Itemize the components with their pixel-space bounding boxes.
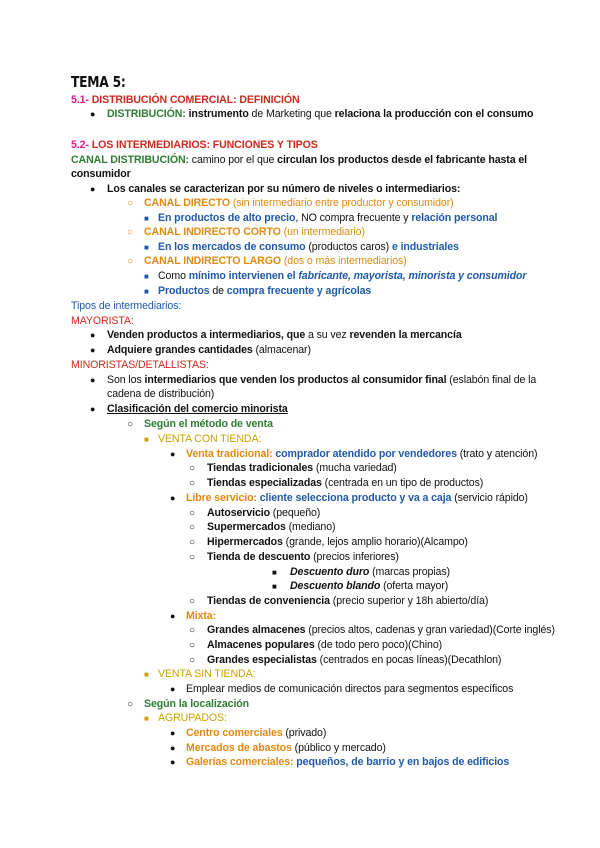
text: Tiendas de conveniencia — [207, 595, 330, 607]
text: cadena de distribución) — [107, 388, 215, 400]
list-item — [158, 270, 526, 283]
square-bullet-icon: ■ — [144, 714, 149, 723]
text: circulan los productos desde el fabricante hasta el — [277, 154, 527, 166]
list-item — [144, 418, 273, 431]
list-item — [158, 285, 371, 298]
text: relaciona la producción con el consumo — [334, 108, 534, 120]
list-item — [186, 683, 513, 696]
text: Hipermercados — [207, 536, 283, 548]
list-item — [186, 727, 326, 740]
text: AGRUPADOS: — [158, 712, 227, 724]
list-item — [158, 212, 497, 225]
square-bullet-icon: ■ — [144, 670, 149, 679]
text: Grandes almacenes — [207, 624, 306, 636]
square-bullet-icon: ■ — [144, 214, 149, 223]
list-item — [158, 712, 227, 725]
term: CANAL INDIRECTO CORTO — [144, 226, 281, 238]
text: (de todo pero poco)(Chino) — [314, 639, 443, 651]
section-title: LOS INTERMEDIARIOS: FUNCIONES Y TIPOS — [91, 139, 318, 151]
list-item — [186, 610, 216, 623]
list-item — [290, 580, 448, 593]
text: Descuento blando — [290, 580, 381, 592]
text: (público y mercado) — [291, 742, 386, 754]
text: Los canales se caracterizan por su número de niveles o intermediarios: — [107, 183, 461, 195]
text: comprador atendido por vendedores — [272, 448, 457, 460]
definition-line — [71, 154, 527, 167]
circle-bullet-icon: ○ — [189, 552, 196, 563]
bullet-icon: ● — [170, 743, 176, 753]
bullet-icon: ● — [90, 184, 96, 194]
term: DISTRIBUCIÓN: — [107, 108, 186, 120]
text: (centrados en pocas líneas)(Decathlon) — [316, 654, 502, 666]
text: Tiendas especializadas — [207, 477, 322, 489]
text: En los mercados de consumo — [158, 241, 306, 253]
text: de — [209, 285, 227, 297]
list-item — [107, 344, 311, 357]
text: camino por el que — [188, 154, 278, 166]
text: Emplear medios de comunicación directos para segmentos específicos — [186, 683, 514, 695]
text: Grandes especialistas — [207, 654, 317, 666]
text: (precios inferiores) — [310, 551, 399, 563]
list-item — [107, 329, 462, 342]
term: Mixta: — [186, 610, 217, 622]
text: Tiendas tradicionales — [207, 462, 314, 474]
list-item — [186, 756, 509, 769]
circle-bullet-icon: ○ — [127, 419, 134, 430]
text: Autoservicio — [207, 507, 270, 519]
list-item — [107, 374, 536, 387]
text: cliente selecciona producto y va a caja — [256, 492, 452, 504]
list-item — [144, 255, 407, 268]
list-item — [158, 241, 459, 254]
list-item — [144, 197, 454, 210]
bullet-icon: ● — [170, 757, 176, 767]
text: VENTA SIN TIENDA: — [158, 668, 256, 680]
section-number: 5.1- — [71, 94, 89, 106]
text: (mediano) — [285, 521, 336, 533]
circle-bullet-icon: ○ — [189, 596, 196, 607]
text: (centrada en un tipo de productos) — [321, 477, 484, 489]
text: (precios altos, cadenas y gran variedad)(Corte inglés) — [305, 624, 555, 636]
circle-bullet-icon: ○ — [127, 256, 134, 267]
text: , NO compra frecuente y — [295, 212, 412, 224]
list-item — [290, 566, 450, 579]
list-item — [107, 108, 533, 121]
text: (un intermediario) — [280, 226, 365, 238]
circle-bullet-icon: ○ — [189, 655, 196, 666]
subheading: MAYORISTA: — [71, 315, 134, 327]
bullet-icon: ● — [90, 330, 96, 340]
text: (servicio rápido) — [451, 492, 528, 504]
circle-bullet-icon: ○ — [127, 227, 134, 238]
list-item — [207, 507, 320, 520]
text: (eslabón final de la — [446, 374, 537, 386]
square-bullet-icon: ■ — [272, 582, 277, 591]
text: Almacenes populares — [207, 639, 315, 651]
subheading: Tipos de intermediarios: — [71, 300, 182, 312]
bullet-icon: ● — [170, 684, 176, 694]
text: Venden productos a intermediarios, que — [107, 329, 306, 341]
list-item — [207, 477, 483, 490]
list-item — [158, 668, 255, 681]
list-item — [186, 492, 528, 505]
text: Son los — [107, 374, 145, 386]
text: instrumento — [188, 108, 249, 120]
circle-bullet-icon: ○ — [189, 508, 196, 519]
text: Según el método de venta — [144, 418, 273, 430]
text: (privado) — [282, 727, 327, 739]
term: Libre servicio: — [186, 492, 257, 504]
bullet-icon: ● — [170, 493, 176, 503]
circle-bullet-icon: ○ — [127, 699, 134, 710]
text: Tienda de descuento — [207, 551, 311, 563]
list-item-continuation — [107, 388, 214, 401]
square-bullet-icon: ■ — [144, 435, 149, 444]
term: CANAL DISTRIBUCIÓN: — [71, 154, 189, 166]
text: pequeños, de barrio y en bajos de edificios — [293, 756, 510, 768]
term: Centro comerciales — [186, 727, 283, 739]
list-item — [207, 462, 397, 475]
section-5-2-heading — [71, 139, 318, 152]
list-item — [144, 226, 365, 239]
circle-bullet-icon: ○ — [189, 537, 196, 548]
term: Galerías comerciales: — [186, 756, 294, 768]
list-item — [158, 433, 261, 446]
text: consumidor — [71, 168, 131, 180]
text: mínimo intervienen el — [188, 270, 299, 282]
text: (pequeño) — [269, 507, 321, 519]
text: de Marketing que — [248, 108, 335, 120]
text: (dos o más intermediarios) — [281, 255, 407, 267]
text: Productos — [158, 285, 210, 297]
circle-bullet-icon: ○ — [189, 640, 196, 651]
text: revenden la mercancía — [349, 329, 462, 341]
text: (grande, lejos amplio horario)(Alcampo) — [282, 536, 468, 548]
text: e industriales — [391, 241, 459, 253]
text: (oferta mayor) — [380, 580, 449, 592]
term: CANAL INDIRECTO LARGO — [144, 255, 281, 267]
square-bullet-icon: ■ — [144, 272, 149, 281]
circle-bullet-icon: ○ — [189, 625, 196, 636]
text: (productos caros) — [305, 241, 392, 253]
text: fabricante, mayorista, minorista y consumidor — [298, 270, 527, 282]
section-number: 5.2- — [71, 139, 89, 151]
list-item — [207, 654, 501, 667]
list-item — [107, 403, 288, 416]
text: (precio superior y 18h abierto/día) — [329, 595, 489, 607]
list-item — [144, 698, 249, 711]
list-item — [207, 639, 442, 652]
list-item — [207, 551, 399, 564]
page-title: TEMA 5: — [71, 73, 126, 91]
term: Venta tradicional: — [186, 448, 273, 460]
list-item — [107, 183, 460, 196]
bullet-icon: ● — [90, 345, 96, 355]
bullet-icon: ● — [170, 449, 176, 459]
text: (almacenar) — [252, 344, 311, 356]
text: compra frecuente y agrícolas — [226, 285, 372, 297]
text: relación personal — [411, 212, 498, 224]
section-5-1-heading — [71, 94, 300, 107]
text: Supermercados — [207, 521, 286, 533]
text: intermediarios que venden los productos al consumidor final — [144, 374, 447, 386]
bullet-icon: ● — [170, 728, 176, 738]
term: Mercados de abastos — [186, 742, 292, 754]
square-bullet-icon: ■ — [144, 287, 149, 296]
definition-line — [71, 168, 131, 181]
list-item — [207, 624, 555, 637]
bullet-icon: ● — [90, 404, 96, 414]
list-item — [207, 595, 488, 608]
circle-bullet-icon: ○ — [189, 478, 196, 489]
text: Según la localización — [144, 698, 250, 710]
bullet-icon: ● — [90, 375, 96, 385]
text: Descuento duro — [290, 566, 370, 578]
section-title: DISTRIBUCIÓN COMERCIAL: DEFINICIÓN — [91, 94, 300, 106]
circle-bullet-icon: ○ — [189, 463, 196, 474]
text: Adquiere grandes cantidades — [107, 344, 253, 356]
text: VENTA CON TIENDA: — [158, 433, 262, 445]
bullet-icon: ● — [90, 109, 96, 119]
text: (mucha variedad) — [313, 462, 397, 474]
bullet-icon: ● — [170, 611, 176, 621]
circle-bullet-icon: ○ — [189, 522, 196, 533]
text: Como — [158, 270, 189, 282]
circle-bullet-icon: ○ — [127, 198, 134, 209]
text: a su vez — [305, 329, 350, 341]
text: (sin intermediario entre productor y consumidor) — [230, 197, 454, 209]
text: (marcas propias) — [369, 566, 450, 578]
term: CANAL DIRECTO — [144, 197, 231, 209]
list-item — [186, 742, 386, 755]
square-bullet-icon: ■ — [272, 568, 277, 577]
subheading: MINORISTAS/DETALLISTAS: — [71, 359, 209, 371]
list-item — [207, 521, 335, 534]
text: (trato y atención) — [456, 448, 538, 460]
list-item — [186, 448, 537, 461]
text: En productos de alto precio — [158, 212, 296, 224]
text: Clasificación del comercio minorista — [107, 403, 288, 415]
list-item — [207, 536, 468, 549]
square-bullet-icon: ■ — [144, 243, 149, 252]
